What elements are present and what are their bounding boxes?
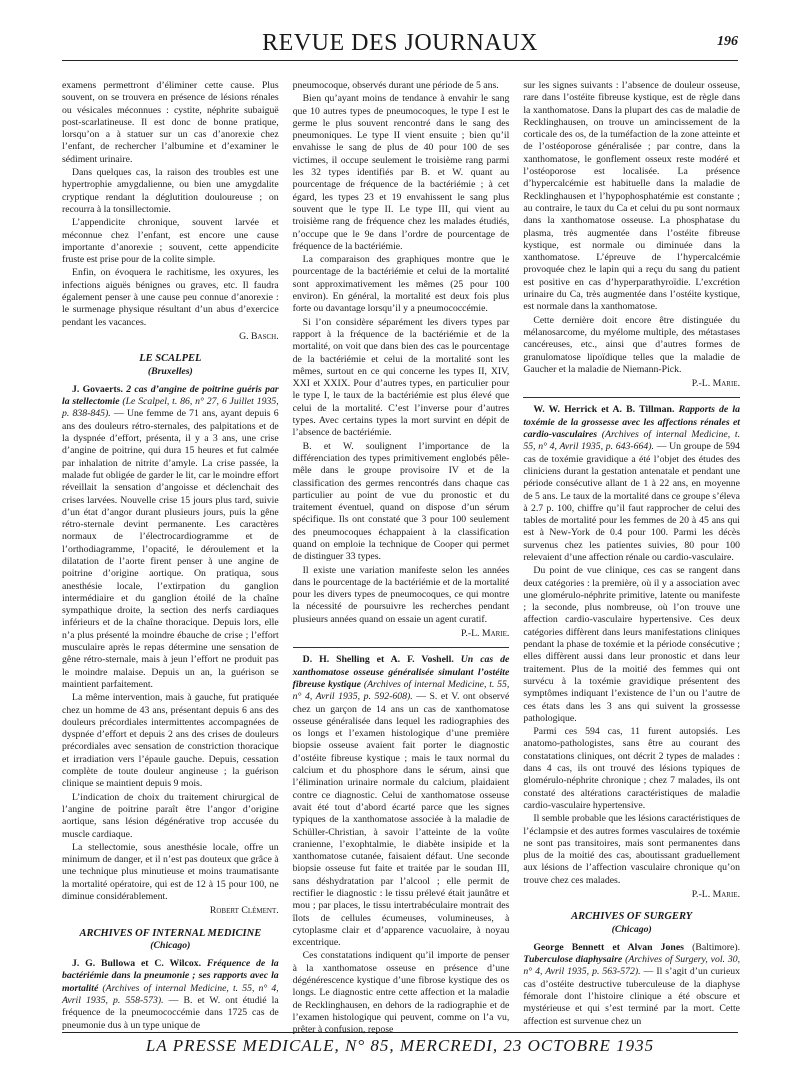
paragraph: Du point de vue clinique, ces cas se rangent dans deux catégories : la première, où il y a association avec une glomérulo-néphrite primitive, latente ou manifeste ; la seconde, plus nombreuse, où l’on trouve une affection cardio-vasculaire hypertensive. Ces deux catégories diffèrent dans leurs manifestations cliniques pendant la phase de toxémie et la période consécutive ; elles diffèrent aussi dans leur pronostic et dans leur traitement. Plus de la moitié des femmes qui ont survécu à la toxémie gravidique présentent des symptômes indiquant l’existence de l’un ou l’autre de ces états dans les 3 ans qui suivent la grossesse pathologique. [523,565,741,724]
page-footer: LA PRESSE MEDICALE, N° 85, MERCREDI, 23 OCTOBRE 1935 [62,1032,738,1056]
article-place: (Baltimore). [692,941,741,953]
article-title: Rapports de la toxémie de la grossesse avec les affections rénales et cardio-vasculaires [523,404,741,441]
column-2 [292,80,510,1036]
journal-heading: ARCHIVES OF INTERNAL MEDICINE [79,927,262,939]
journal-heading: LE SCALPEL [139,353,202,365]
article-text: — S. et V. ont observé chez un garçon de 14 ans un cas de xanthomatose osseuse généralisée dans lequel les radiographies des os longs et l’examen histologique d’une première biopsie osseuse avaient fait porter le diagnostic d’ostéite fibreuse kystique ; mais le taux normal du calcium et du phosphore dans le sérum, ainsi que l’élimination urinaire normale du calcium, plaidaient contre ce diagnostic. Celui de xanthomatose osseuse avait été tout d’abord écarté parce que les signes typiques de la xanthomatose associée à la maladie de Schüller-Christian, à savoir l’atteinte de la voûte cranienne, l’exophtalmie, le diabète insipide et la xanthomatose cutanée, faisaient défaut. Une seconde biopsie osseuse fut faite et traitée par le soudan III, sans déshydratation par l’alcool ; elle permit de rectifier le diagnostic : le tissu prélevé était jaunâtre et mou ; par places, le tissu intertrabéculaire montrait des îlots de cellules écumeuses, volumineuses, à cytoplasme clair et d’apparence vacuolaire, à noyau excentrique. [292,691,510,949]
paragraph: Il semble probable que les lésions caractéristiques de l’éclampsie et des autres formes vasculaires de toxémie ne sont pas transitoires, mais sont permanentes dans plus de la moitié des cas, aboutissant graduellement aux lésions de l’affection vasculaire chronique qu’on trouve chez ces malades. [523,813,741,886]
paragraph: Il existe une variation manifeste selon les années dans le pourcentage de la bactériémie et de la mortalité pour les divers types de pneumocoques, ce qui montre la nécessité de poursuivre les recherches pendant plusieurs années quand on essaie un agent curatif. [292,564,510,625]
column-1 [62,80,279,1031]
article-text: — Il s’agit d’un curieux cas d’ostéite destructive tuberculeuse de la diaphyse fémorale dont l’histoire clinique a été obscure et mystérieuse et qui s’est terminé par la mort. Cette affection est survenue chez un [523,966,741,1027]
paragraph: L’appendicite chronique, souvent larvée et méconnue chez l’enfant, est encore une cause importante d’anorexie ; souvent, cette appendicite fruste est prise pour de la colite simple. [62,217,279,266]
divider [523,397,740,398]
paragraph: La stellectomie, sous anesthésie locale, offre un minimum de danger, et il n’est pas douteux que grâce à une technique plus minutieuse et moins traumatisante la mortalité opératoire, qui est de 12 à 15 pour 100, ne diminue considérablement. [62,841,279,902]
journal-city: (Bruxelles) [147,365,193,377]
article-abstract [62,384,279,691]
author-signature: G. Basch. [239,330,279,342]
paragraph: Bien qu’ayant moins de tendance à envahir le sang que 10 autres types de pneumocoques, le type I est le germe le plus souvent rencontré dans le sang des pneumoniques. Le type II vient ensuite ; bien qu’il envahisse le sang de plus de 40 pour 100 de ses victimes, il occupe seulement le troisième rang parmi les 32 types identifiés par B. et W. quant au pourcentage de fréquence de la bactériémie ; à cet égard, les types 23 et 19 envahissent le sang plus souvent que le type II. Le type III, qui vient au troisième rang de fréquence chez les malades étudiés, n’occupe que le 9e dans l’ordre de pourcentage de fréquence de la bactériémie. [292,93,510,252]
article-title: 2 cas d’angine de poitrine guéris par la stellectomie [62,383,279,408]
article-title: Tuberculose diaphysaire [523,954,623,966]
article-abstract [62,958,279,1032]
article-abstract [293,654,510,949]
article-text: — Une femme de 71 ans, ayant depuis 6 ans des douleurs rétro-sternales, des palpitations et de la dyspnée d’effort, présenta, il y a 3 ans, une crise d’angine de poitrine, qui dura 15 heures et fut calmée par inhalation de nitrite d’amyle. La crise passée, la malade fut obligée de garder le lit, car le moindre effort réveillait la sensation d’angoisse et déclenchait des crises larvées. Nouvelle crise 15 jours plus tard, suivie d’un état d’angor durant plusieurs jours, puis la gêne rétro-sternale devint permanente. Les caractères normaux de l’électrocardiogramme et de l’orthodiagramme, l’opacité, le déroulement et la dilatation de l’aorte firent penser à une angine de poitrine d’origine aortique. On pratiqua, sous anesthésie locale, l’extirpation du ganglion intermédiaire et du ganglion étoilé de la chaîne sympathique droite, la section des nerfs cardiaques inférieurs et de la chaîne thoracique. Depuis lors, elle n’a plus présenté la moindre ébauche de crise ; l’effort musculaire après le repas détermine une sensation de gêne rétro-sternale, mais à jeun l’effort ne produit pas le moindre malaise. Depuis un an, la guérison se maintient parfaitement. [62,408,279,690]
journal-city: (Chicago) [150,939,191,951]
article-source: (Archives of Surgery, vol. 30, n° 4, Avril 1935, p. 563-572). [523,954,741,978]
journal-city: (Chicago) [611,923,652,935]
journal-heading: ARCHIVES OF SURGERY [571,911,693,923]
paragraph: examens permettront d’éliminer cette cause. Plus souvent, on se trouvera en présence de lésions rénales ou vésicales méconnues : cystite, néphrite subaiguë post-scarlatineuse. Il est donc de bonne pratique, lorsqu’on a à statuer sur un cas d’anorexie chez l’enfant, de rechercher l’albumine et d’examiner le sédiment urinaire. [62,80,279,165]
author-signature: P.-L. Marie. [691,378,741,390]
paragraph: Si l’on considère séparément les divers types par rapport à la fréquence de la bactériémie et de la mortalité, on voit que dans bien des cas le pourcentage de la bactériémie et celui de la mortalité sont les mêmes, surtout en ce qui concerne les types II, XIV, XXI et XXIX. Pour d’autres types, en particulier pour le type I, le taux de la bactériémie est plus élevé que celui de la mortalité. C’est l’inverse pour d’autres types. Avec certains types la mort survint en dépit de l’absence de bactériémie. [292,316,510,439]
article-title: Fréquence de la bactériémie dans la pneumonie ; ses rapports avec la mortalité [62,958,279,994]
article-text: — Un groupe de 594 cas de toxémie gravidique a été l’objet des études des cliniciens durant la gestation antenatale et pendant une période consécutive allant de 1 à 22 ans, en moyenne de 5 ans. Le taux de la mortalité dans ce groupe s’éleva à 2.7 p. 100, chiffre qu’il faut rapprocher de celui des tables de mortalité pour les femmes de 20 à 45 ans qui est à New-York de 0.4 pour 100. Parmi les décès survenus chez les patientes suivies, 80 pour 100 relevaient d’une affection rénale ou cardio-vasculaire. [523,441,741,563]
article-abstract [523,404,740,564]
author-signature: P.-L. Marie. [461,628,510,640]
paragraph: pneumocoque, observés durant une période de 5 ans. [292,80,499,91]
article-text: — B. et W. ont étudié la fréquence de la pneumococcémie dans 1725 cas de pneumonie dus à un type unique de [62,995,279,1031]
running-title: REVUE DES JOURNAUX [262,30,538,56]
article-authors: George Bennett et Alvan Jones [533,941,684,953]
column-3 [523,80,740,1025]
paragraph: B. et W. soulignent l’importance de la différenciation des types primitivement englobés pêle-mêle dans le groupe provisoire IV et de la classification des germes rencontrés dans chaque cas particulier au point de vue du pronostic et du traitement éventuel, quand on dispose d’un sérum spécifique. Ils ont constaté que 3 pour 100 seulement des pneumocoques échappaient à la classification quand on emploie la technique de Cooper qui permet de distinguer 33 types. [292,440,510,563]
article-authors: W. W. Herrick et A. B. Tillman. [533,404,675,416]
author-signature: P.-L. Marie. [691,889,741,900]
paragraph: La même intervention, mais à gauche, fut pratiquée chez un homme de 43 ans, présentant depuis 6 ans des douleurs précordiales intermittentes accompagnées de dyspnée d’effort et depuis 2 ans des crises de douleurs précordiales avec sensation de constriction thoracique et irradiation vers l’épaule gauche. Depuis, cessation complète de toute douleur angineuse ; la guérison clinique se maintient depuis 9 mois. [62,692,279,790]
author-signature: Robert Clément. [209,905,279,917]
article-title: Un cas de xanthomatose osseuse généralisée simulant l’ostéite fibreuse kystique [292,654,510,690]
page-header [62,28,738,61]
article-source: (Archives of internal Medicine, t. 55, n° 4, Avril 1935, p. 592-608). [292,678,510,703]
paragraph: L’indication de choix du traitement chirurgical de l’angine de poitrine paraît être l’angor d’origine aortique, sans lésion dégénérative trop accusée du muscle cardiaque. [62,791,279,840]
paragraph: Enfin, on évoquera le rachitisme, les oxyures, les infections aiguës bénignes ou graves, etc. Il faudra également penser à une cause peu connue d’anorexie : le surmenage physique résultant d’un abus d’exercice pendant les vacances. [62,267,279,328]
page-number: 196 [717,34,738,49]
article-source: (Archives of internal Medicine, t. 55, n° 4, Avril 1935, p. 558-573). [62,982,279,1007]
paragraph: Cette dernière doit encore être distinguée du mélanosarcome, du myélome multiple, des métastases cancéreuses, etc., ainsi que d’autres formes de granulomatose lipoïdique telles que la maladie de Gaucher et la maladie de Niemann-Pick. [523,314,741,375]
article-authors: J. G. Bullowa et C. Wilcox. [72,958,202,970]
paragraph: Parmi ces 594 cas, 11 furent autopsiés. Les anatomo-pathologistes, sans être au courant des constatations cliniques, ont décrit 2 types de malades : dans 4 cas, ils ont trouvé des lésions typiques de glomérulo-néphrite chronique ; chez 7 malades, ils ont constaté des altérations caractéristiques de maladie cardio-vasculaire hypertensive. [523,726,741,811]
paragraph: La comparaison des graphiques montre que le pourcentage de la bactériémie et celui de la mortalité sont approximativement les mêmes (25 pour 100 environ). En général, la mortalité est deux fois plus forte ou davantage lorsqu’il y a pneumococcémie. [292,254,510,315]
paragraph: sur les signes suivants : l’absence de douleur osseuse, rare dans l’ostéite fibreuse kystique, est de règle dans la xanthomatose. Dans la plupart des cas de maladie de Recklinghausen, on trouve un amincissement de la corticale des os, de la tuméfaction de la zone atteinte et de l’ostéoporose généralisée ; par contre, dans la xanthomatose, le gonflement osseux reste modéré et l’ostéoporose est localisée. La présence d’hypercalcémie est habituelle dans la maladie de Recklinghausen et l’hypophosphatémie est constante ; au contraire, le taux du Ca et celui du pu sont normaux dans la xanthomatose osseuse. La phosphatase du plasma, très augmentée dans l’ostéite fibreuse kystique, est normale ou diminuée dans la xanthomatose. L’épreuve de l’hypercalcémie provoquée chez le lapin qui a reçu du sang du patient est positive en cas d’hyperparathyroïdie. L’excrétion urinaire du Ca, très augmentée dans l’ostéite kystique, est normale dans la xanthomatose. [523,80,741,313]
article-source: (Archives of internal Medicine, t. 55, n° 4, Avril 1935, p. 643-664). [523,429,741,453]
paragraph: Ces constatations indiquent qu’il importe de penser à la xanthomatose osseuse en présence d’une dégénérescence kystique d’une fibrose kystique des os longs. Le diagnostic entre cette affection et la maladie de Recklinghausen, en dehors de la radiographie et de l’examen histologique qui peuvent, comme on l’a vu, prêter à confusion, repose [292,950,510,1036]
divider [293,647,510,648]
article-source: (Le Scalpel, t. 86, n° 27, 6 Juillet 1935, p. 838-845). [62,396,279,420]
article-authors: J. Govaerts. [72,383,123,395]
article-authors: D. H. Shelling et A. F. Voshell. [302,654,454,666]
article-abstract [523,942,740,1028]
columns [62,80,741,1036]
paragraph: Dans quelques cas, la raison des troubles est une hypertrophie amygdalienne, ou bien une amygdalite cryptique rendant la déglutition douloureuse ; on recourra à la tonsillectomie. [62,167,279,215]
